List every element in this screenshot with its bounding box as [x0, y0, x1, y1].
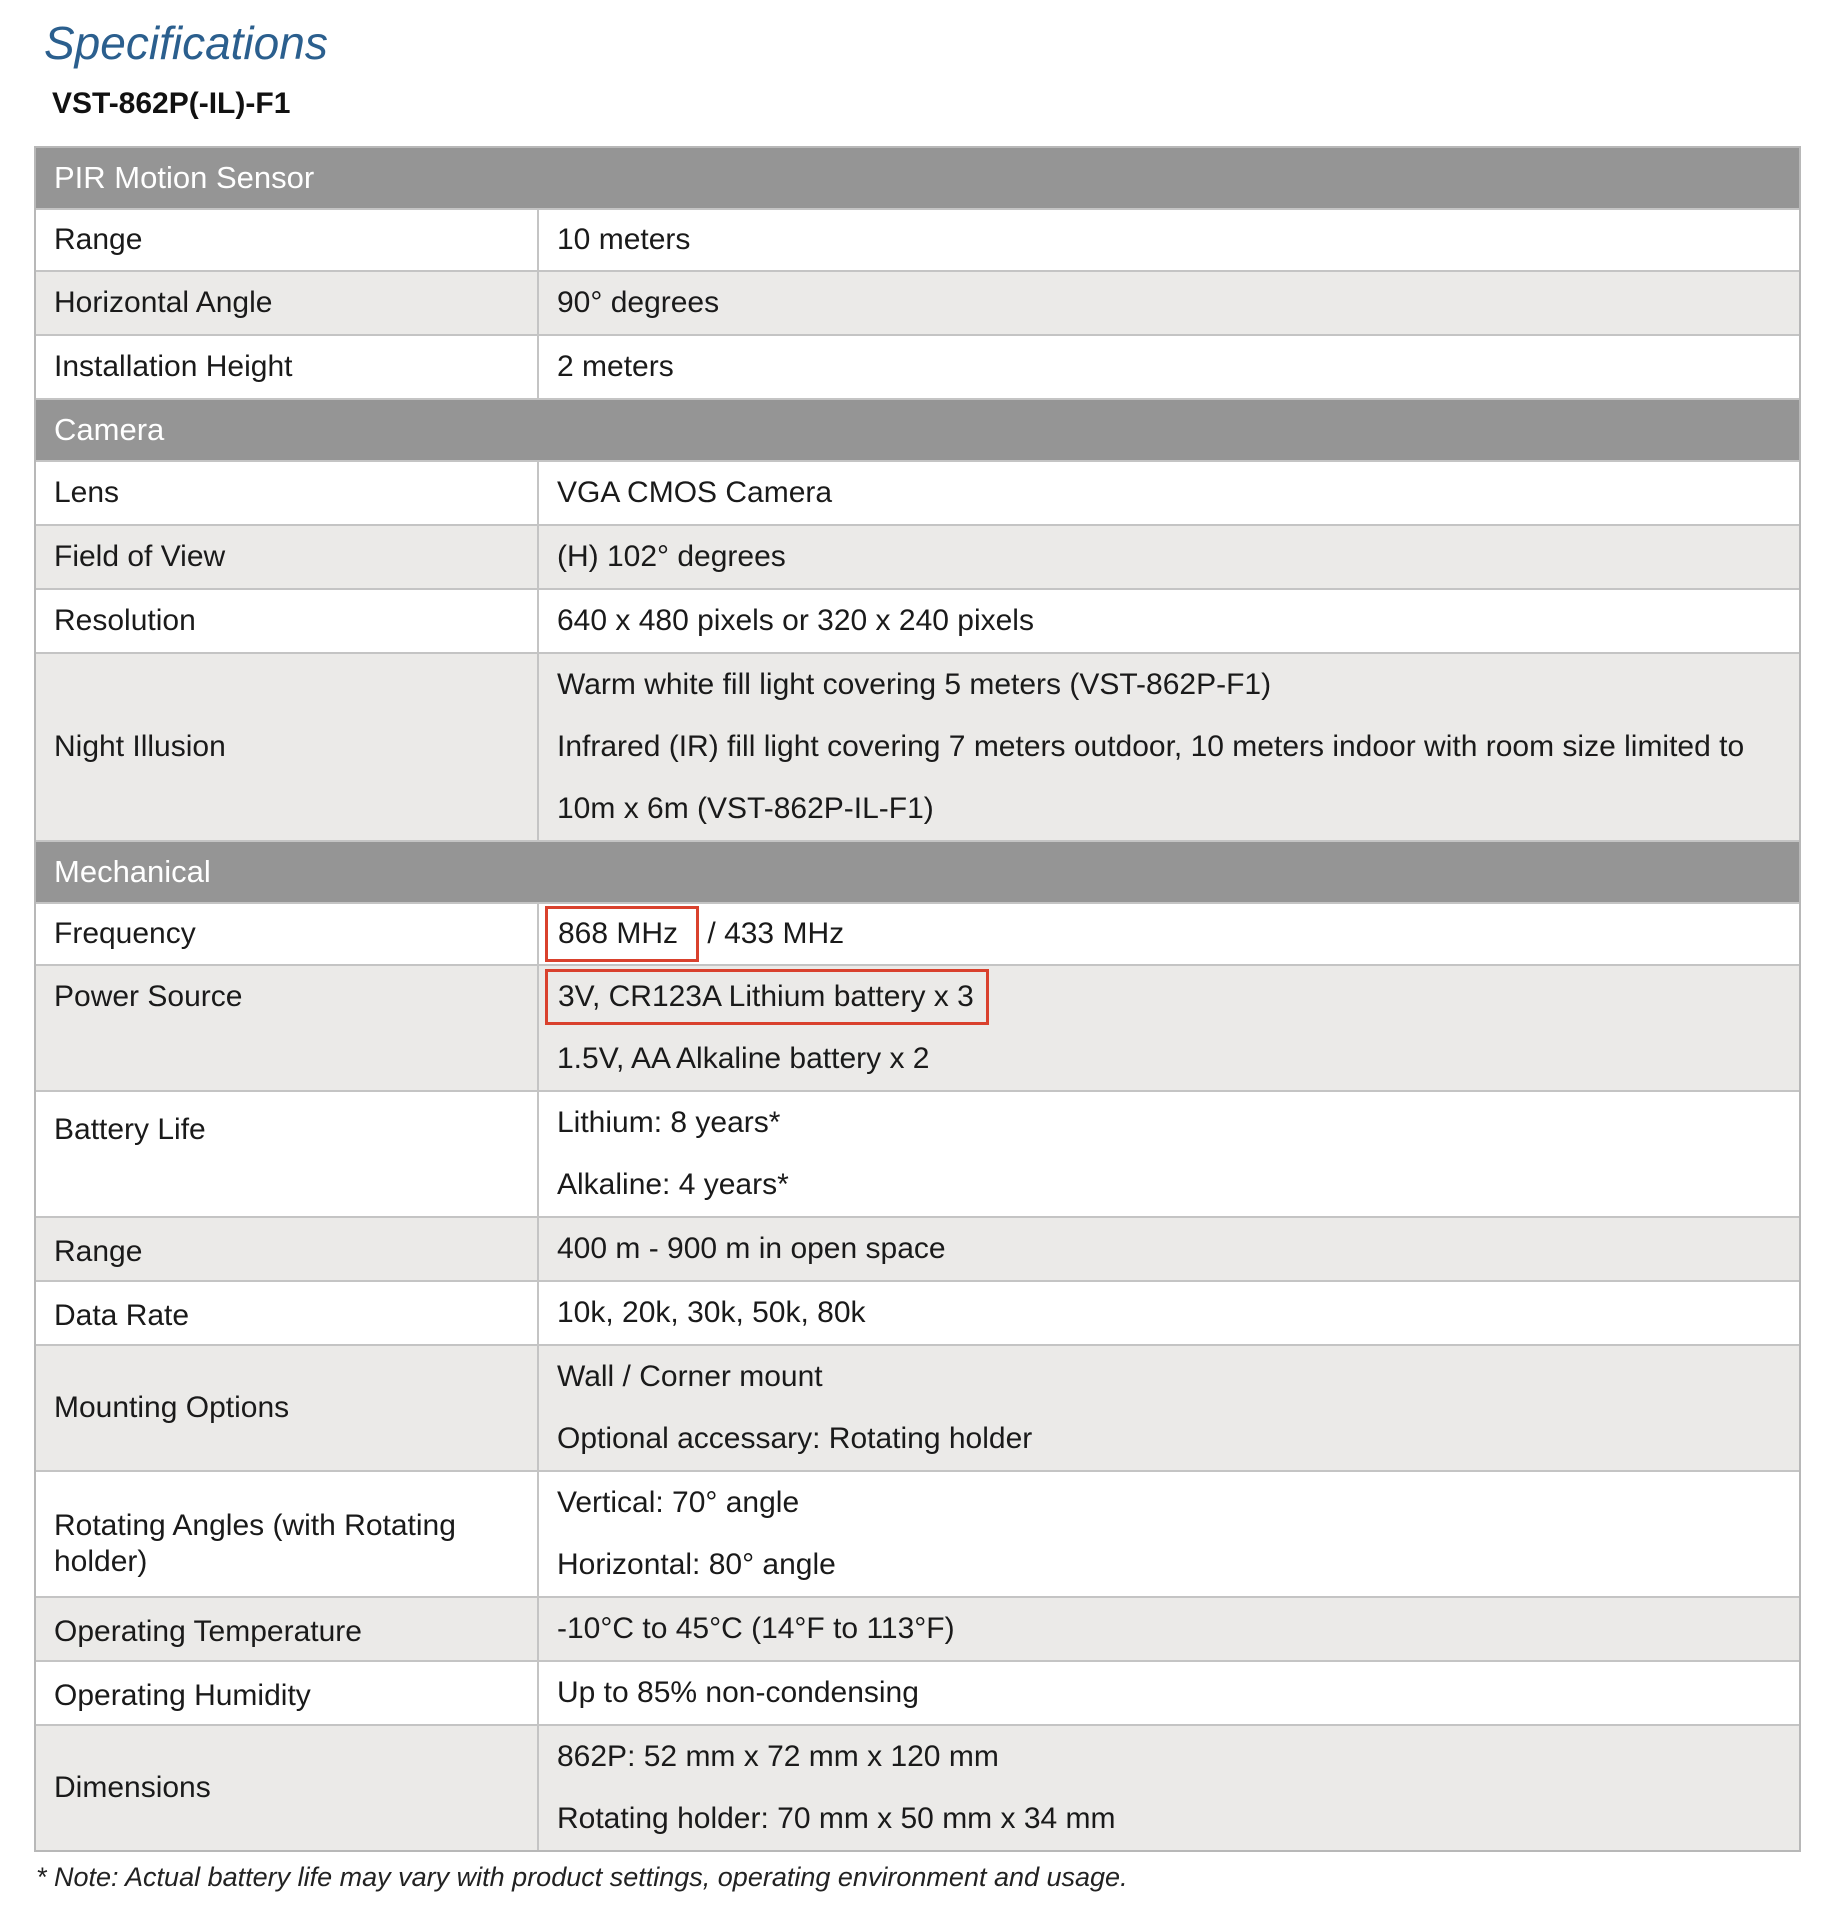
row-label: Range: [36, 210, 539, 270]
row-value: 10 meters: [557, 223, 691, 256]
table-row: [36, 1726, 1799, 1850]
row-label: Range: [36, 1218, 539, 1280]
row-value: 10m x 6m (VST-862P-IL-F1): [557, 792, 934, 825]
row-value: Warm white fill light covering 5 meters (VST-862P-F1): [557, 668, 1272, 701]
row-value: Infrared (IR) fill light covering 7 meters outdoor, 10 meters indoor with room size limited to: [557, 730, 1745, 763]
row-value: 640 x 480 pixels or 320 x 240 pixels: [557, 604, 1034, 637]
row-value: (H) 102° degrees: [557, 540, 786, 573]
row-label: Battery Life: [36, 1092, 539, 1216]
table-row: [36, 1282, 1799, 1346]
row-label: Operating Humidity: [36, 1662, 539, 1724]
row-value: 862P: 52 mm x 72 mm x 120 mm: [557, 1740, 999, 1773]
section-header-mechanical: Mechanical: [36, 842, 1799, 904]
page-title: Specifications: [44, 17, 328, 69]
table-row: [36, 1092, 1799, 1218]
table-row: [36, 904, 1799, 966]
table-row: [36, 462, 1799, 526]
table-row: [36, 336, 1799, 400]
table-row: [36, 210, 1799, 272]
row-value: -10°C to 45°C (14°F to 113°F): [557, 1612, 955, 1645]
table-row: [36, 1218, 1799, 1282]
table-row: [36, 1472, 1799, 1598]
row-value: 10k, 20k, 30k, 50k, 80k: [557, 1296, 866, 1329]
row-label: Field of View: [36, 526, 539, 588]
row-label: Lens: [36, 462, 539, 524]
row-value: Horizontal: 80° angle: [557, 1548, 836, 1581]
row-label: Installation Height: [36, 336, 539, 398]
row-label: Horizontal Angle: [36, 272, 539, 334]
row-value: Lithium: 8 years*: [557, 1106, 781, 1139]
table-row: [36, 654, 1799, 842]
table-row: [36, 1598, 1799, 1662]
row-value: Alkaline: 4 years*: [557, 1168, 789, 1201]
table-row: [36, 590, 1799, 654]
row-value: Wall / Corner mount: [557, 1360, 823, 1393]
row-label: Power Source: [36, 966, 539, 1090]
row-label: Frequency: [36, 904, 539, 964]
row-value: 1.5V, AA Alkaline battery x 2: [557, 1042, 930, 1075]
row-label: Rotating Angles (with Rotating holder): [36, 1472, 539, 1596]
row-value: Rotating holder: 70 mm x 50 mm x 34 mm: [557, 1802, 1116, 1835]
footnote: * Note: Actual battery life may vary with product settings, operating environment and usage.: [36, 1862, 1128, 1892]
highlight-frequency: 868 MHz: [545, 906, 699, 962]
row-label: Dimensions: [36, 1726, 539, 1850]
section-header-camera: Camera: [36, 400, 1799, 462]
row-value: VGA CMOS Camera: [557, 476, 833, 509]
row-value: Optional accessary: Rotating holder: [557, 1422, 1033, 1455]
model-number: VST-862P(-IL)-F1: [52, 87, 291, 120]
row-value: Up to 85% non-condensing: [557, 1676, 919, 1709]
frequency-alt: 433 MHz: [724, 917, 845, 950]
row-value: 400 m - 900 m in open space: [557, 1232, 946, 1265]
frequency-separator: /: [699, 917, 725, 950]
row-value: Vertical: 70° angle: [557, 1486, 800, 1519]
table-row: [36, 966, 1799, 1092]
table-row: [36, 272, 1799, 336]
row-label: Mounting Options: [36, 1346, 539, 1470]
row-label: Night Illusion: [36, 654, 539, 840]
row-value: 2 meters: [557, 350, 674, 383]
table-row: [36, 1662, 1799, 1726]
section-header-pir: PIR Motion Sensor: [36, 148, 1799, 210]
spec-table: [34, 146, 1801, 1852]
row-label: Resolution: [36, 590, 539, 652]
row-value: 90° degrees: [557, 286, 720, 319]
table-row: [36, 1346, 1799, 1472]
row-label: Operating Temperature: [36, 1598, 539, 1660]
table-row: [36, 526, 1799, 590]
row-label: Data Rate: [36, 1282, 539, 1344]
highlight-power-source: 3V, CR123A Lithium battery x 3: [545, 969, 989, 1025]
row-value: [557, 903, 1781, 965]
